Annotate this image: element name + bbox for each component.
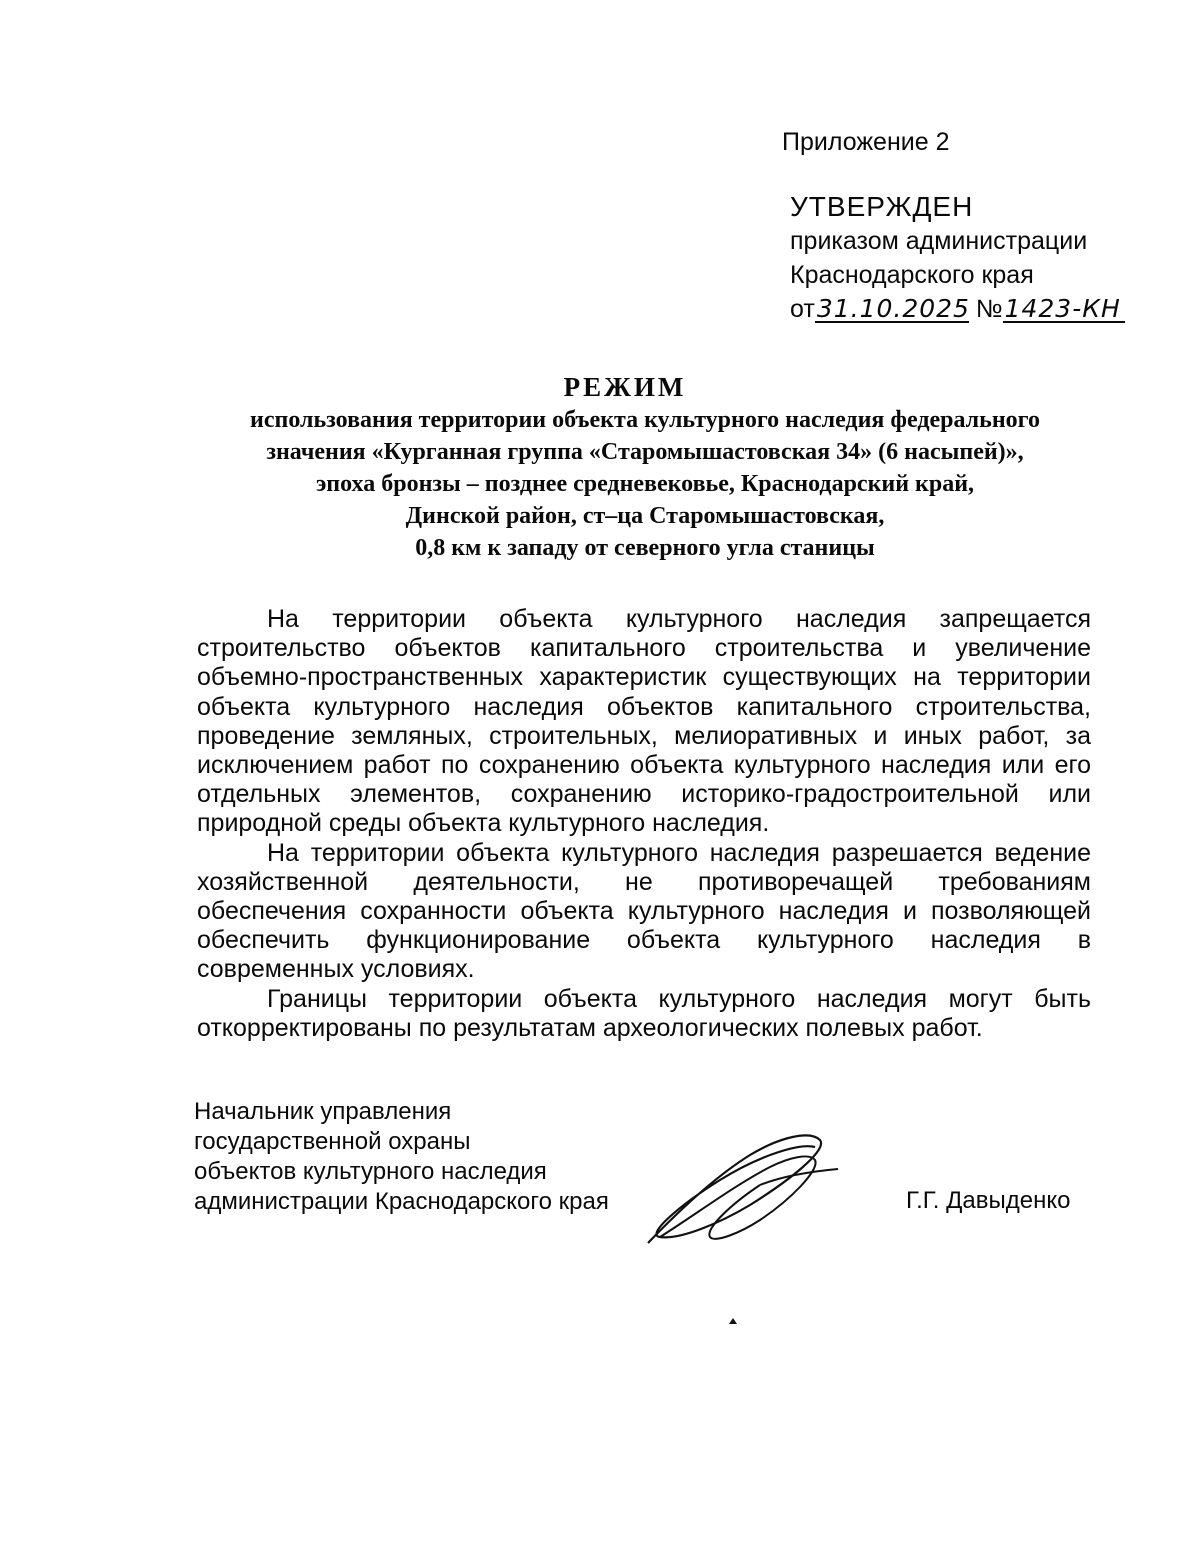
- document-title: [0, 370, 1200, 564]
- paragraph-1: На территории объекта культурного наследия запрещается строительство объектов капитального строительства и увеличение объемно-пространственных характеристик существующих на территории объекта культурного наследия объектов капитального строительства, проведение земляных, строительных, мелиоративных и иных работ, за исключением работ по сохранению объекта культурного наследия или его отдельных элементов, сохранению историко-градостроительной или природной среды объекта культурного наследия.: [197, 605, 1091, 838]
- paragraph-2: На территории объекта культурного наследия разрешается ведение хозяйственной деятельности, не противоречащей требованиям обеспечения сохранности объекта культурного наследия и позволяющей обеспечить функционирование объекта культурного наследия в современных условиях.: [197, 838, 1091, 984]
- title-line-5: 0,8 км к западу от северного угла станицы: [415, 535, 875, 561]
- approved-heading: УТВЕРЖДЕН: [790, 191, 974, 222]
- paragraph-3: Границы территории объекта культурного наследия могут быть откорректированы по результатам археологических полевых работ.: [197, 984, 1091, 1042]
- handwritten-date: 31.10.2025: [816, 294, 970, 323]
- approval-block: [790, 190, 1125, 326]
- appendix-label: Приложение 2: [782, 128, 950, 156]
- handwritten-signature: [640, 1125, 850, 1255]
- handwritten-number: 1423-КН: [1003, 297, 1125, 323]
- number-prefix: №: [975, 295, 1003, 323]
- title-line-2: значения «Курганная группа «Старомышастовская 34» (6 насыпей)»,: [266, 439, 1024, 465]
- signer-name: Г.Г. Давыденко: [906, 1187, 1071, 1214]
- signer-line-1: Начальник управления: [194, 1098, 452, 1125]
- approval-date-line: [790, 292, 1125, 326]
- signer-line-3: объектов культурного наследия: [194, 1158, 547, 1185]
- title-main: РЕЖИМ: [563, 372, 687, 402]
- date-prefix: от: [790, 295, 815, 323]
- signer-position: [194, 1097, 609, 1217]
- signer-line-4: администрации Краснодарского края: [194, 1188, 609, 1215]
- signer-line-2: государственной охраны: [194, 1128, 471, 1155]
- scan-mark: [729, 1318, 737, 1324]
- approval-line-1: приказом администрации: [790, 227, 1088, 255]
- title-line-4: Динской район, ст–ца Старомышастовская,: [405, 503, 885, 529]
- approval-line-2: Краснодарского края: [790, 261, 1034, 289]
- title-line-1: использования территории объекта культурного наследия федерального: [250, 407, 1040, 433]
- document-body: [197, 605, 1091, 1043]
- title-line-3: эпоха бронзы – позднее средневековье, Краснодарский край,: [315, 471, 975, 497]
